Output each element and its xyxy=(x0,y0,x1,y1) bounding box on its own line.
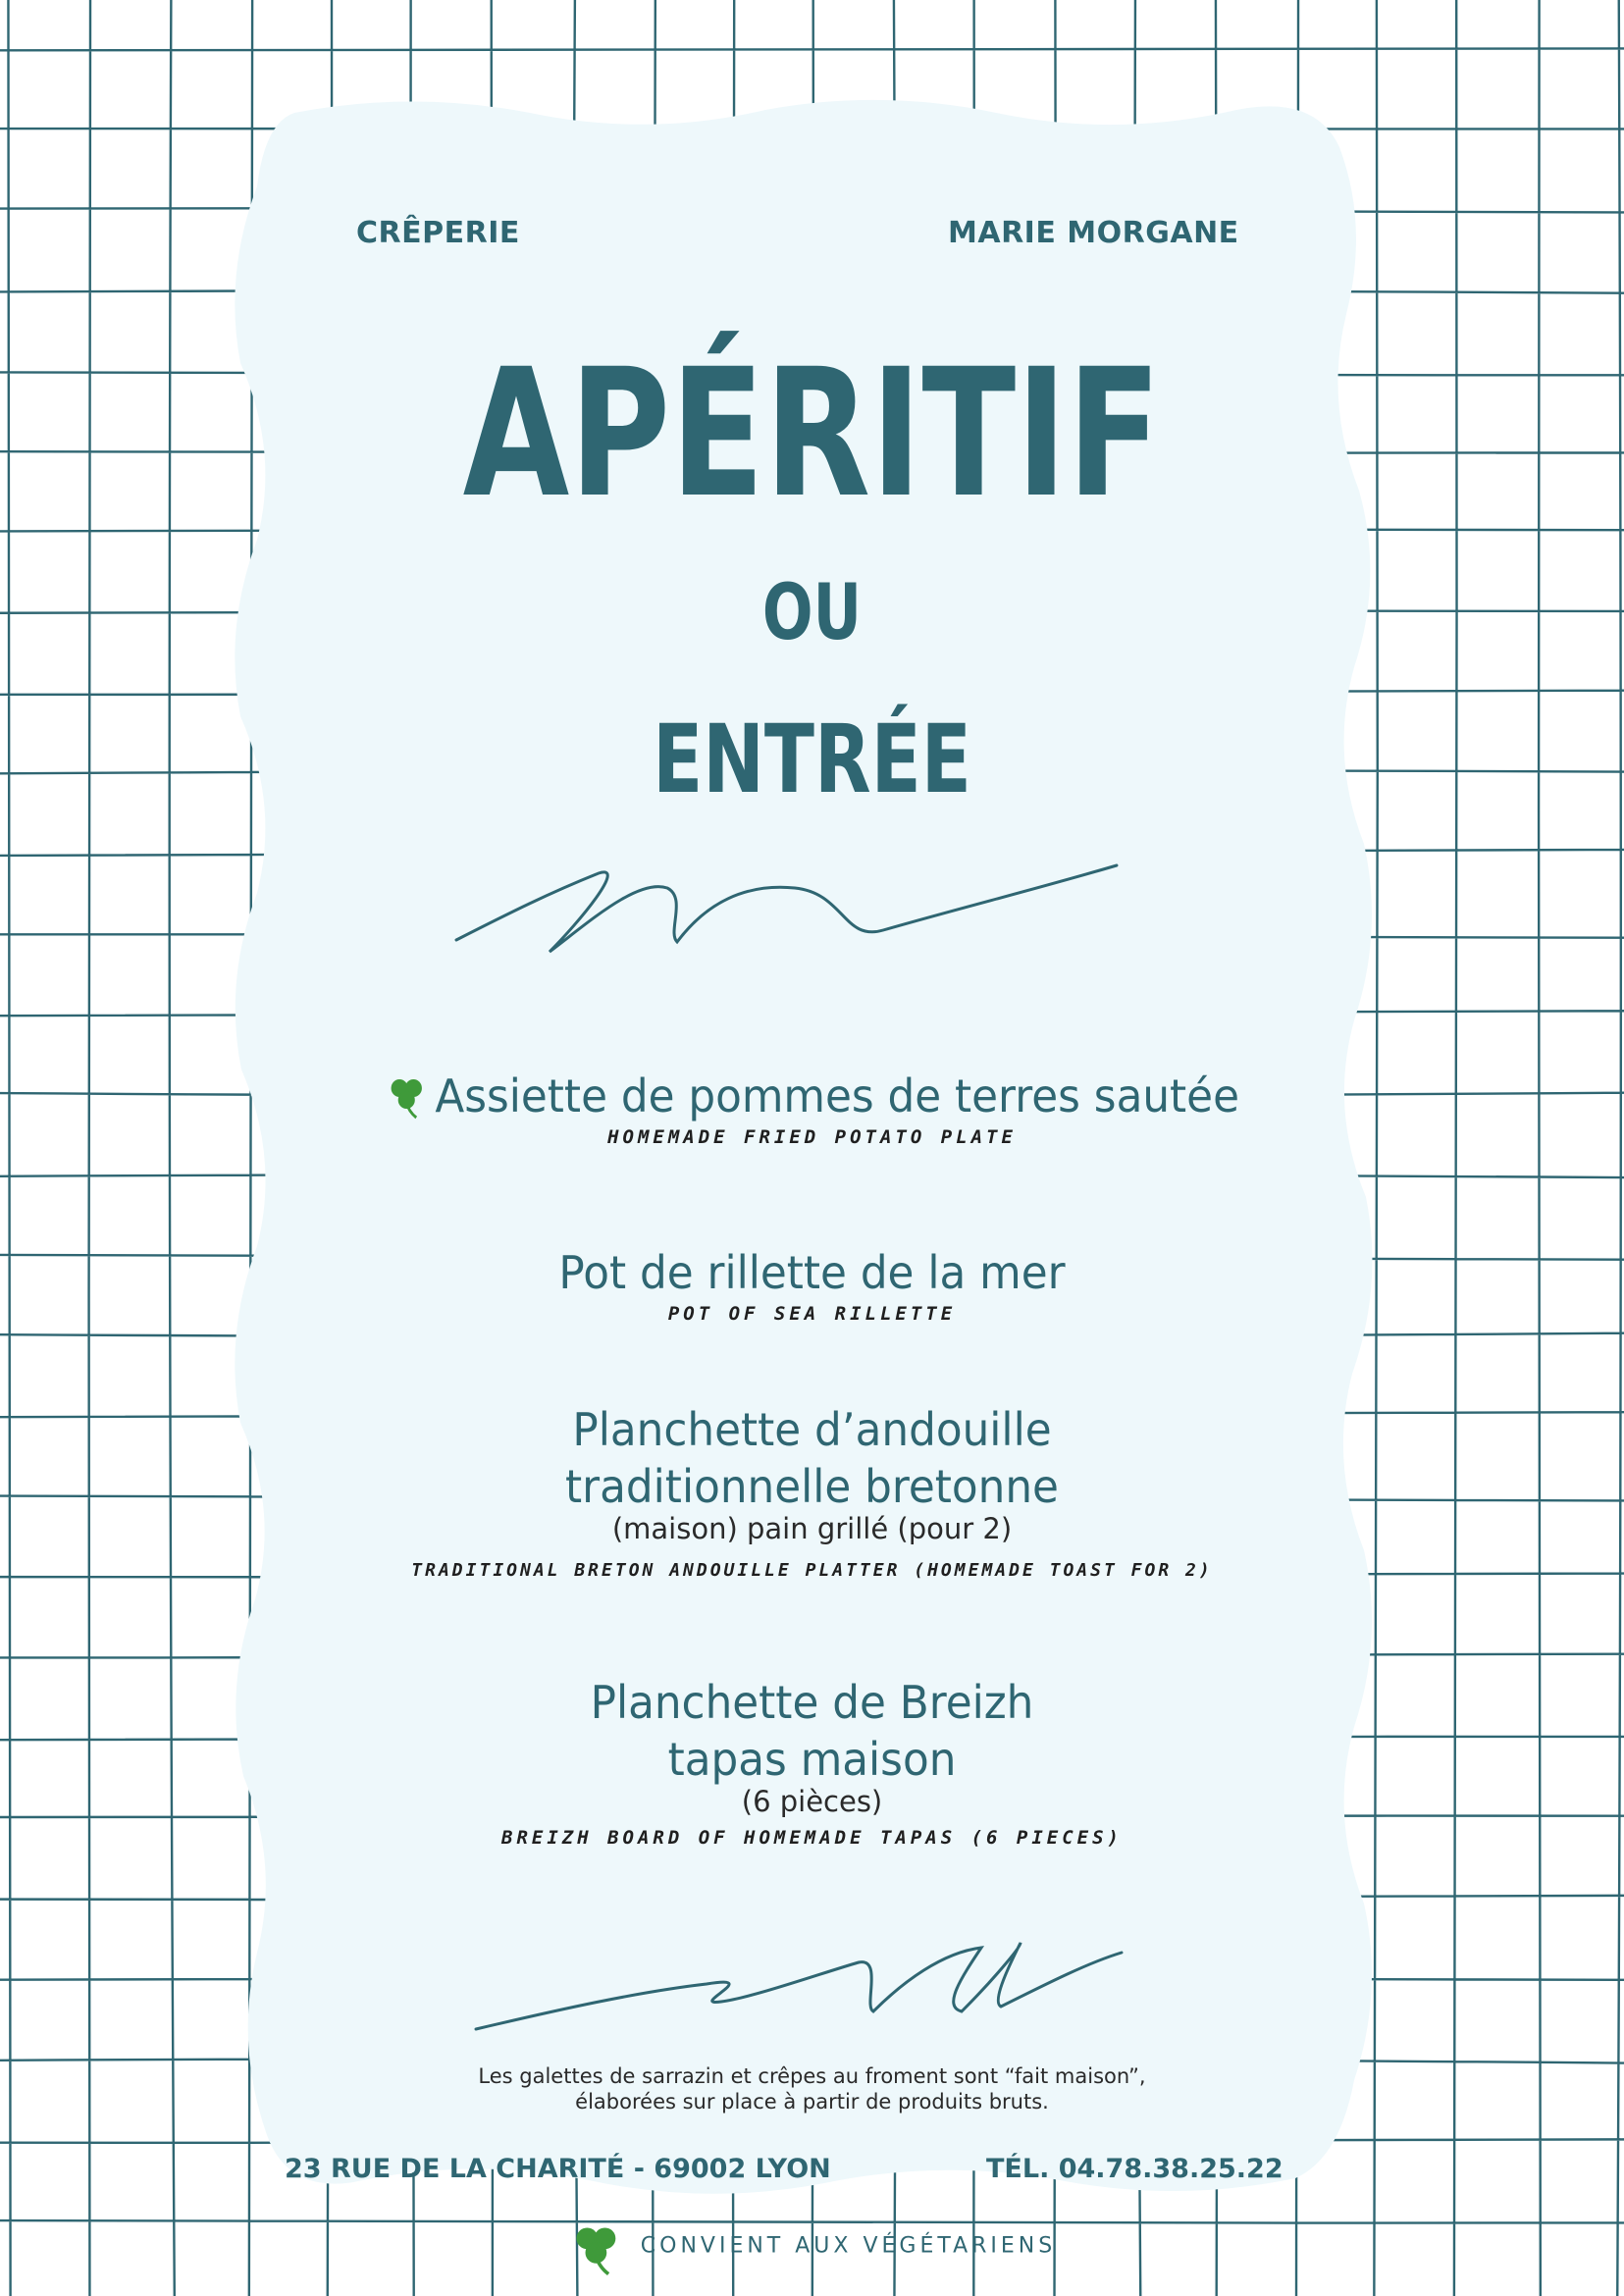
clover-icon xyxy=(385,1072,430,1120)
menu-item-1-name xyxy=(40,1068,1583,1124)
menu-item-3-name-line2: traditionnelle bretonne xyxy=(565,1460,1059,1513)
menu-item-1-english: HOMEMADE FRIED POTATO PLATE xyxy=(607,1126,1017,1148)
menu-item-2-name: Pot de rillette de la mer xyxy=(558,1246,1066,1299)
footer-phone: TÉL. 04.78.38.25.22 xyxy=(986,2154,1283,2184)
menu-item-3-english: TRADITIONAL BRETON ANDOUILLE PLATTER (HOMEMADE TOAST FOR 2) xyxy=(411,1560,1213,1581)
clover-icon xyxy=(568,2219,625,2276)
title-connector: OU xyxy=(761,569,863,657)
title-main: APÉRITIF xyxy=(462,332,1162,537)
footer-address: 23 RUE DE LA CHARITÉ - 69002 LYON xyxy=(285,2154,831,2184)
vegetarian-label: CONVIENT AUX VÉGÉTARIENS xyxy=(640,2233,1057,2259)
note-line-1: Les galettes de sarrazin et crêpes au froment sont “fait maison”, xyxy=(478,2064,1146,2088)
menu-item-2-english: POT OF SEA RILLETTE xyxy=(667,1303,957,1325)
menu-item-1-label: Assiette de pommes de terres sautée xyxy=(435,1070,1239,1122)
menu-item-4-name-line2: tapas maison xyxy=(667,1733,957,1786)
title-secondary: ENTRÉE xyxy=(653,704,971,814)
menu-item-3-name-line1: Planchette d’andouille xyxy=(572,1403,1052,1456)
header-left: CRÊPERIE xyxy=(356,216,520,250)
vegetarian-legend xyxy=(0,2219,1624,2276)
menu-item-4-detail: (6 pièces) xyxy=(741,1785,883,1818)
header-right: MARIE MORGANE xyxy=(948,216,1239,250)
menu-item-3-detail: (maison) pain grillé (pour 2) xyxy=(611,1512,1013,1545)
note-line-2: élaborées sur place à partir de produits bruts. xyxy=(575,2090,1049,2113)
menu-item-4-name-line1: Planchette de Breizh xyxy=(590,1676,1034,1729)
menu-item-4-english: BREIZH BOARD OF HOMEMADE TAPAS (6 PIECES) xyxy=(501,1827,1123,1849)
